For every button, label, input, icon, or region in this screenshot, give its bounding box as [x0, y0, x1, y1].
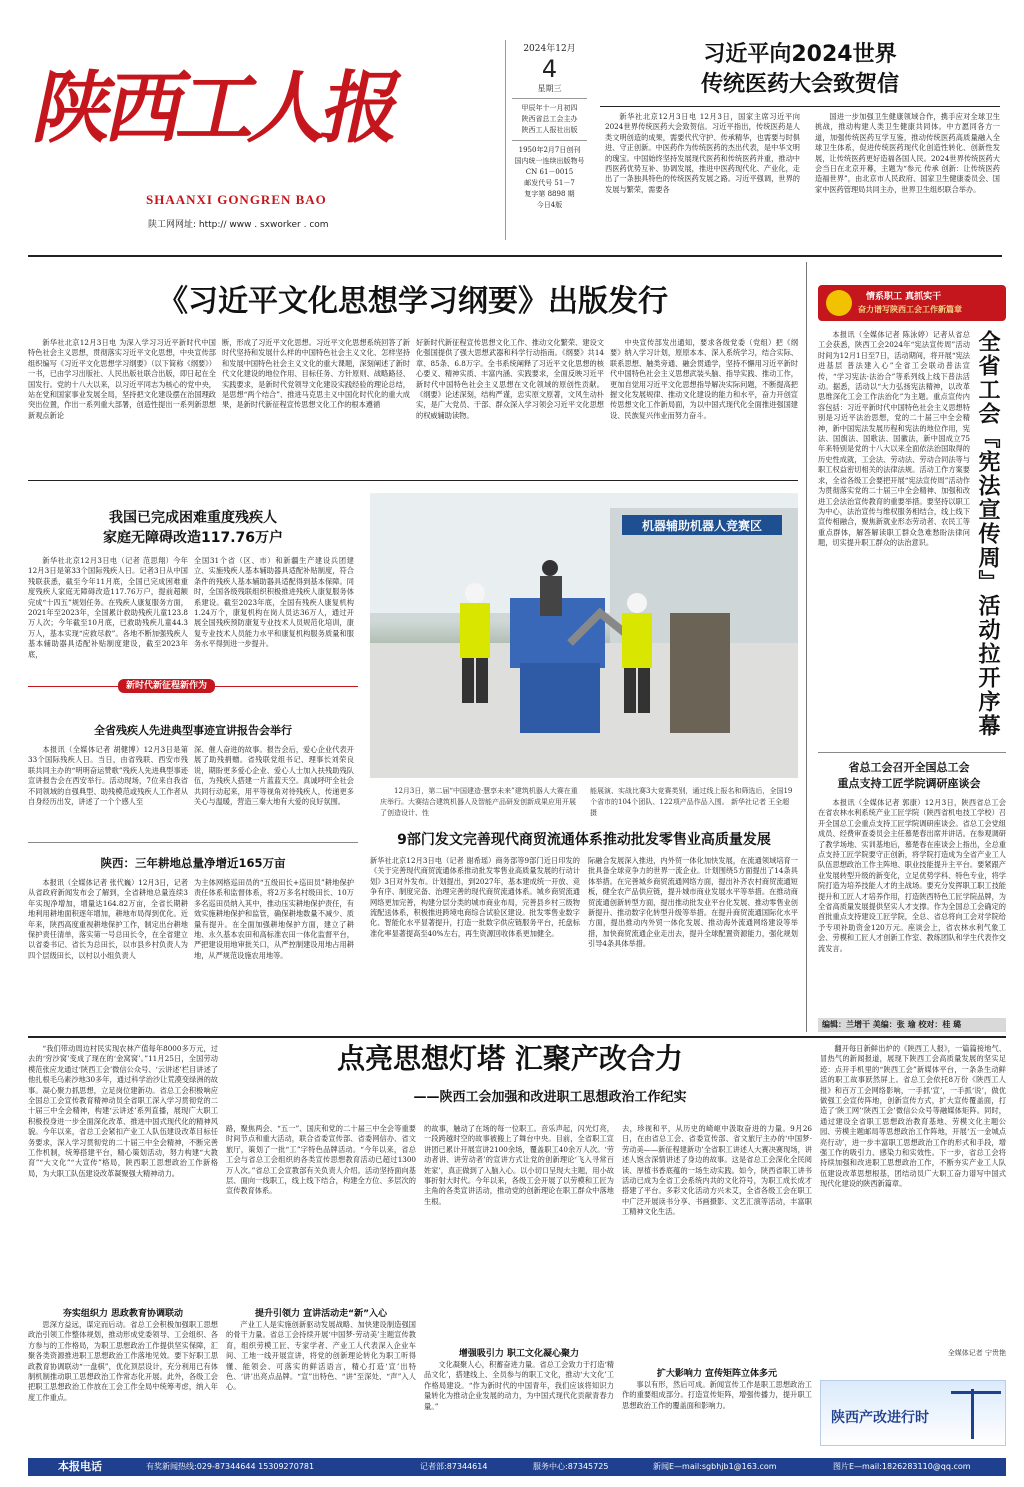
- lead-rule: [600, 106, 1000, 107]
- section-banner: [28, 681, 358, 700]
- footer-email[interactable]: 新闻E—mail:sgbhjb1@163.com: [653, 1462, 777, 1471]
- feature-left-col-2: 思深方益远，谋定而后动。省总工会积极加强职工思想政治引领工作整体规划，推动形成党委领导、工会组织、各方参与的工作格局，为职工思想政治工作提供坚实保障，汇聚各类资源推进职工思想政治工作落地见效。要下好职工思政教育协调联动“一盘棋”，优化顶层设计，充分利用已有体制机制推动职工思想政治工作常态化开展。此外，各级工会把职工思想政治工作放在工会工作全局中统筹考虑，纳入年度工作重点。: [28, 1320, 218, 1402]
- footer-service: 服务中心:87345725: [533, 1462, 609, 1471]
- page-count: 今日4版: [536, 201, 563, 209]
- disability-title: [28, 508, 358, 548]
- farmland-col-2: 为主体网格巡田员的“五级田长+巡田员”耕地保护责任体系和监督体系，将2万多名村级田长、10万多名巡田员纳入其中，推动压实耕地保护责任，有效实施耕地保护和监管，确保耕地数量不减少、质量有提升。在全面加强耕地保护方面，建立了耕地、永久基本农田和高标准农田一体化监督平台，严把建设用地审批关口，从严控制建设用地占用耕地，从严规范设施农用地等。: [194, 878, 354, 960]
- date-year-month: 2024年12月: [523, 44, 576, 54]
- lead-title-line1: 习近平向2024世界: [703, 42, 897, 67]
- union-badge: [818, 285, 1006, 321]
- lead-col-1: 新华社北京12月3日电 12月3日，国家主席习近平向2024世界传统医药大会致贺信。习近平指出，传统医药是人类文明创造的成果，需要代代守护、传承精华，也需要与时俱进、守正创新。中医药作为传统医药的杰出代表，是中华文明的瑰宝。中国始终坚持发展现代医药和传统医药并重，推动中西医药优势互补、协调发展，推进中医药现代化、产业化，走出了一条独具特色的传统医药发展之路。习近平强调，世界的发展与繁荣，需要各: [605, 112, 800, 194]
- masthead-rule: [28, 255, 1002, 257]
- union-emblem-icon: [826, 290, 852, 316]
- website-line: [148, 217, 329, 230]
- postal-code: 邮发代号 51－7: [524, 179, 575, 187]
- lead-col-2: 国进一步加强卫生健康领域合作，携手应对全球卫生挑战，推动构建人类卫生健康共同体。中方愿同各方一道，加强传统医药互学互鉴，推动传统医药高质量融入全球卫生体系，促进传统医药现代化创造性转化、创新性发展，让传统医药更好造福各国人民。2024世界传统医药大会当日在北京开幕，主题为“参元 传承 创新：让传统医药造福世界”，由北京市人民政府、国家卫生健康委员会、国家中医药管理局共同主办，世界卫生组织联合举办。: [815, 112, 1000, 194]
- trade-col-2: 际融合发展深入推进，内外贸一体化加快发展，在流通领域培育一批具备全球竞争力的世界一流企业。计划围绕5方面提出了14条具体举措。在完善城乡商贸流通网络方面，提出补齐农村商贸流通短板，健全农产品供应链，提升城市商业发展水平等举措。在推动商贸流通创新转型方面，提出推动批发业平台化发展、推动零售业创新提升、推动数字化转型升级等举措。在提升商贸流通国际化水平方面，提出推动内外贸一体化发展、推动海外流通网络建设等举措，加快商贸流通企业走出去，提升全球配置资源能力，强化规划引导4条具体举措。: [588, 856, 798, 949]
- constitution-week-title: 全省工会『宪法宣传周』活动拉开序幕: [975, 330, 1000, 738]
- feature-byline: 全媒体记者 宁贵艳: [947, 1349, 1006, 1357]
- advanced-col-2: 深、催人奋进的故事。报告会后，爱心企业代表开展了助残捐赠。省残联党组书记、理事长刘荣良说，期盼更多爱心企业、爱心人士加入扶残助残队伍，为残疾人搭建一片蓝蓝天空。真诚呼吁全社会共同行动起来，用平等视角对待残疾人，传递更多关心与温暖，营造三秦大地有大爱的良好氛围。: [194, 745, 354, 807]
- feature-right-col: 翻开每日新鲜出炉的《陕西工人报》，一篇篇接地气、冒热气的新闻报道，展现下陕西工会高质量发展的坚实足迹：点开手机里的“陕西工会”新媒体平台，一条条生动鲜活的职工故事跃然屏上。省总工会依托8万份《陕西工人报》和百万工会网络影响，一手抓‘宣’，一手抓‘说’，做优做强工会宣传阵地，创新宣传方式，扩大宣传覆盖面，打造了‘陕工网’‘陕西工会’微信公众号等融媒体矩阵。同时，通过建设全省职工思想政治教育基地、劳模文化主题公园、劳模主题邮局等思想政治工作阵地，开展‘五一金城点亮行动’，进一步丰富职工思想政治工作的形式和手段，增强工作的吸引力、感染力和实效性。下一步，省总工会将持续加强和改进职工思想政治工作，不断夯实产业工人队伍建设改革思想根基，团结动员广大职工奋力谱写中国式现代化建设的陕西新篇章。: [820, 1044, 1006, 1189]
- feature-col-b-2: 产业工人是实施创新驱动发展战略、加快建设制造强国的骨干力量。省总工会持续开展‘中国梦·劳动美’主题宣传教育，组织劳模工匠、专家学者、产业工人代表深入企业车间、工地一线开展宣讲，将党的创新理论转化为职工听得懂、能领会、可落实的鲜活语言，精心打造‘宣’出特色、‘讲’出亮点品牌。“宣”出特色、“讲”至深处、“声”入人心。: [226, 1320, 416, 1392]
- craftsman-body: 本报讯（全媒体记者 郭康）12月3日，陕西省总工会在省农林水利系统产业工匠学院（陕西省机电技工学校）召开全国总工会重点支持工匠学院调研座谈会。省总工会党组成员、经费审查委员会主任慕楚春出席并讲话。在参观调研了教学场地、实训基地后，慕楚春在座谈会上指出，全总重点支持工匠学院要守正创新，将学院打造成为全省产业工人队伍思想政治工作主阵地、职业技能提升主平台。要紧跟产业发展转型升级的新变化，立足优势学科、特色专业，将学院打造为培养技能人才的主战场。要充分发挥职工职工技能提升和工匠人才培养作用，打造陕西特色工匠学院品牌，为全省高质量发展提供坚实人才支撑。作为全国总工会确定的首批重点支持建设工匠学院，全总、省总将向工会对学院给予专项补助资金120万元。座谈会上，省农林水利气象工会、劳模和工匠人才创新工作室、教练团队和学生代表作交流发言。: [818, 798, 1006, 953]
- editor-credits: 编辑：兰增干 美编：张 瑜 校对：桂 璐: [818, 1018, 1006, 1032]
- feature-heading-b: 提升引领力 宣讲活动走“新”入心: [255, 1309, 387, 1319]
- cn-number: CN 61－0015: [525, 168, 574, 176]
- advanced-col-1: 本报讯（全媒体记者 胡健博）12月3日是第33个国际残疾人日。当日，由省残联、西安市残联共同主办的“明明奋运赞歌”残疾人先进典型事迹宣讲报告会在西安举行。活动现场，7位来自我省不同领域的自强典型、助残模范或残疾人工作者从自身经历出发，讲述了一个个感人至: [28, 745, 188, 807]
- craftsman-title-line2: 重点支持工匠学院调研座谈会: [837, 777, 981, 790]
- disability-title-line2: 家庭无障碍改造117.76万户: [102, 530, 284, 546]
- farmland-col-1: 本报讯（全媒体记者 张代巍）12月3日，记者从省政府新闻发布会了解到，全省耕地总量连续3年实现净增加，增量达164.82万亩，全省长期耕地利用耕地面积逐年增加，耕地布局得到优化。近年来，陕西高度重视耕地保护工作，制定出台耕地保护责任清单，落实第一号总田长令，在全省建立以省委书记、省长为总田长，以市县乡村负责人为四个层级田长，以村以小组负责人: [28, 878, 188, 960]
- disability-col-2: 全国31个省（区、市）和新疆生产建设兵团建立、实施残疾人基本辅助器具适配补贴制度，符合条件的残疾人基本辅助器具适配得到基本保障。同时，全国各级残联组织积极推进残疾人康复服务体系建设。截至2023年底，全国有残疾人康复机构1.24万个，康复机构在岗人员达36万人，通过开展全国残疾预防康复专业技术人员规范化培训，康复专业技术人员能力水平和康复机构服务质量和服务水平得到进一步提升。: [194, 556, 354, 649]
- weekday: 星期三: [537, 84, 562, 93]
- section-banner-label: 新时代新征程新作为: [118, 679, 215, 693]
- date-day: 4: [541, 55, 558, 83]
- headline-rule: [28, 480, 798, 481]
- headline-col-1: 新华社北京12月3日电 为深入学习习近平新时代中国特色社会主义思想，贯彻落实习近平文化思想，中央宣传部组织编写《习近平文化思想学习纲要》（以下简称《纲要》）一书，已由学习出版社、人民出版社联合出版，即日起在全国发行。党的十八大以来，以习近平同志为核心的党中央，站在党和国家事业发展全局，坚持把文化建设摆在治国理政突出位置，作出一系列重大部署，创造性提出一系列新思想新观点新论: [28, 338, 216, 420]
- website-label: 陕工网网址:: [148, 220, 197, 230]
- sponsor-1: 陕西省总工会主办: [521, 115, 578, 123]
- feature-title: 点亮思想灯塔 汇聚产改合力: [337, 1042, 683, 1075]
- promo-banner-text: 陕西产改进行时: [831, 1410, 929, 1426]
- headline-col-2: 断，形成了习近平文化思想。习近平文化思想系统回答了新时代坚持和发展什么样的中国特色社会主义文化、怎样坚持和发展中国特色社会主义文化的重大课题，深刻阐述了新时代文化建设的地位作用、目标任务、方针原则、战略路径、实践要求，是新时代党领导文化建设实践经验的理论总结，是思想“两个结合”、推进马克思主义中国化时代化的重大成果，是新时代新征程宣传思想文化工作的根本遵循: [222, 338, 410, 410]
- footer-label: 本报电话: [58, 1460, 102, 1473]
- feature-heading-a: 夯实组织力 思政教育协调联动: [62, 1309, 184, 1319]
- trade-title: 9部门发文完善现代商贸流通体系推动批发零售业高质量发展: [397, 832, 771, 848]
- photo-sign-text: 机器辅助机器人竞赛区: [641, 519, 763, 533]
- lead-title: [600, 40, 1000, 100]
- feature-subtitle: ——陕西工会加强和改进职工思想政治工作纪实: [413, 1090, 687, 1105]
- footer-bar: [28, 1458, 1006, 1476]
- headline-col-3: 好新时代新征程宣传思想文化工作、推动文化繁荣、建设文化强国提供了强大思想武器和科学行动指南。《纲要》共14章、85条、6.8万字。全书系统阐释了习近平文化思想的核心要义、精神实质、丰富内涵、实践要求，全面反映习近平新时代中国特色社会主义思想在文化领域的原创性贡献。《纲要》论述深刻，结构严谨，忠实原文原著，文风生动朴实，是广大党员、干部、群众深入学习领会习近平文化思想的权威辅助读物。: [416, 338, 604, 420]
- photo-caption-col-2: 能展演、实战比赛3大竞赛类别，通过线上报名和筛选后，全国19个省市的104个团队、122项产品作品入围。 新华社记者 王全超 摄: [590, 787, 793, 817]
- date-box: [505, 40, 593, 240]
- serial-label: 国内统一连续出版物号: [514, 157, 585, 165]
- footer-photo-email[interactable]: 图片E—mail:1826283110@qq.com: [833, 1462, 971, 1471]
- crane-arm-icon: [951, 1391, 1001, 1394]
- lunar-date: 甲辰年十一月初四: [521, 104, 578, 112]
- right-col-rule: [818, 752, 1006, 753]
- feature-col-d: 去，珍视和平，从历史的崎岖中汲取奋进的力量。9月26日，在由省总工会、省委宣传部、省文旅厅主办的‘中国梦·劳动美——新征程建新功’全省职工讲述人大赛决赛现场，讲述人饱含深情讲述了身边的故事。这是省总工会深化全民阅读、厚植书香底蕴的一场生动实践。如今，陕西省职工讲书活动已成为全省工会系统内共的文化符号，为职工成长成才搭建了平台。多彩文化活动方兴未艾，全省各级工会在职工中广泛开展读书分享、书画摄影、文艺汇演等活动，丰富职工精神文化生活。: [622, 1124, 812, 1217]
- feature-col-b: 路，聚焦两会、“五一”、国庆和党的二十届三中全会等重要时间节点和重大活动，联合省委宣传部、省委网信办、省文旅厅，策划了一批“工”字特色品牌活动。“今年以来，省总工会与省总工会组织的各类宣传思想教育活动已超过1300万人次。”省总工会宣教部有关负责人介绍。活动坚持面向基层、面向一线职工，线上线下结合，构建全方位、多层次的宣传教育体系。: [226, 1124, 416, 1196]
- founded: 1950年2月7日创刊: [518, 146, 581, 154]
- badge-line-2: 奋力谱写陕西工会工作新篇章: [858, 305, 962, 314]
- footer-hotline: 有奖新闻热线:029-87344644 15309270781: [146, 1462, 315, 1471]
- disability-title-line1: 我国已完成困难重度残疾人: [109, 510, 277, 526]
- news-photo: [370, 493, 798, 778]
- section-divider: [28, 1036, 1006, 1038]
- lead-title-line2: 传统医药大会致贺信: [700, 72, 899, 97]
- issue-number: 复字第 8898 期: [524, 190, 575, 198]
- crane-icon: [971, 1389, 974, 1439]
- promo-banner: [820, 1380, 1006, 1446]
- feature-heading-d: 扩大影响力 宣传矩阵立体多元: [656, 1369, 778, 1379]
- trade-col-1: 新华社北京12月3日电（记者 谢希瑶）商务部等9部门近日印发的《关于完善现代商贸流通体系推动批发零售业高质量发展的行动计划》3日对外发布。计划提出，到2027年，基本建成统一开放、竞争有序、制度完备、治理完善的现代商贸流通体系。城乡商贸流通网络更加完善，构建分层分类的城市商业布局，完善县乡村三级物流配送体系，积极推进跨境电商综合试验区建设。批发零售业数字化、智能化水平显著提升，打造一批数字供应链服务平台，托盘标准化率显著提高至40%左右，再生资源回收体系更加健全。: [370, 856, 580, 938]
- feature-col-d-2: 事以有形，然后可成。新闻宣传工作是职工思想政治工作的重要组成部分。打造宣传矩阵，增强传播力，提升职工思想政治工作的覆盖面和影响力。: [622, 1380, 812, 1410]
- advanced-title: 全省残疾人先进典型事迹宣讲报告会举行: [94, 724, 292, 737]
- headline-title: 《习近平文化思想学习纲要》出版发行: [158, 284, 668, 319]
- website-link[interactable]: http:// www . sxworker . com: [198, 220, 329, 230]
- headline-col-4: 中央宣传部发出通知，要求各级党委（党组）把《纲要》纳入学习计划，原原本本、深入系统学习，结合实际、联系思想、触类旁通、融会贯通学，坚持不懈用习近平新时代中国特色社会主义思想武装头脑、指导实践、推动工作，更加自觉用习近平文化思想指导解决实际问题，不断提高把握文化发展规律、推动文化建设的能力和水平，奋力开创宣传思想文化工作新局面，为以中国式现代化全面推进强国建设、民族复兴伟业而努力奋斗。: [610, 338, 798, 420]
- disability-col-1: 新华社北京12月3日电（记者 范思翔）今年12月3日是第33个国际残疾人日。记者3日从中国残联获悉，截至今年11月底，全国已完成困难重度残疾人家庭无障碍改造117.76万户，提前超额完成“十四五”规划任务。在残疾人康复服务方面，2021年至2023年，全国累计救助残疾儿童123.8万人次；今年截至10月底，已救助残疾儿童44.3万人，基本实现“应救尽救”。各地不断加强残疾人基本辅助器具适配补贴制度建设，截至2023年底，: [28, 556, 188, 659]
- farmland-title: 陕西：三年耕地总量净增近165万亩: [100, 856, 286, 870]
- masthead-logo: 陕西工人报: [26, 63, 406, 154]
- feature-col-c-2: 文化凝聚人心，积蓄奋进力量。省总工会致力于打造‘精品文化’，搭建线上、全员参与的职工文化，推动‘大文化’工作格局建设。“作为新时代的中国青年，我们应该将知识力量转化为推动企业发展的动力，为中国式现代化贡献青春力量。”: [424, 1360, 614, 1411]
- constitution-week-body: 本报讯（全媒体记者 陈泳婷）记者从省总工会获悉，陕西工会2024年“宪法宣传周”活动时间为12月1日至7日，活动期间，将开展“宪法进基层 普法建入心”全省工会联动普法宣传，“学习宪法·法治合”等系列线上线下普法活动。据悉，活动以“大力弘扬宪法精神，以改革思维深化工会工作法治化”为主题。重点宣传内容包括：习近平新时代中国特色社会主义思想特别是习近平法治思想，党的二十届三中全会精神，新中国宪法发展历程和宪法的地位作用，宪法、国旗法、国歌法、国徽法，新中国成立75年来特别是党的十八大以来全面依法治国取得的历史性成就，工会法、劳动法、劳动合同法等与职工权益密切相关的法律法规。活动工作方案要求，全省各级工会要把开展“宪法宣传周”活动作为贯彻落实党的二十届三中全会精神、加强和改进工会法治宣传教育的重要举措。要坚持以职工为中心，法治宣传与维权服务相结合，线上线下宣传相融合，聚焦新就业形态劳动者、农民工等重点群体，解答解读职工群众急难愁盼法律问题，切实提升职工群众的法治意识。: [818, 330, 970, 548]
- photo-caption-col-1: 12月3日，第二届“中国建造·慧享未来”建筑机器人大赛在重庆举行。大赛结合建筑机器人及智能产品研发创新成果应用开展了创造设计、性: [380, 787, 578, 817]
- masthead: [28, 40, 508, 275]
- masthead-pinyin: SHAANXI GONGREN BAO: [146, 192, 327, 207]
- right-col-divider: [806, 262, 807, 1032]
- photo-illustration: [370, 493, 798, 778]
- feature-col-c: 的故事，触动了在场的每一位职工。音乐声起，闪光灯亮，一段跨越时空的故事被搬上了舞台中央。目前，全省职工宣讲团已累计开展宣讲2100余场，覆盖职工40余万人次。‘劳动者讲、讲劳动者’的宣讲方式让党的创新理论‘飞入寻常百姓家’，真正做到了入脑入心。以小切口呈现大主题，用小故事折射大时代。今年以来，各级工会开展了以劳模和工匠为主角的各类宣讲活动，推动党的创新理论在职工群众中落地生根。: [424, 1124, 614, 1206]
- feature-left-col: “我们带动周边村民实现农林产值每年8000多万元，过去的‘穷沙窝’变成了现在的‘金窝窝’。”11月25日，全国劳动模范张应龙通过‘陕西工会’微信公众号、‘云讲述’栏目讲述了他扎根毛乌素沙地30多年，通过科学治沙让荒漠变绿洲的故事。凝心聚力抓思想，立足岗位建新功。省总工会积极响应全国总工会宣传教育精神动员全省职工深入学习贯彻党的二十届三中全会精神，构建‘云讲述’系列直播，展现广大职工积极投身进一步全面深化改革、推进中国式现代化的精神风貌。今年以来，省总工会紧扣产业工人队伍建设改革目标任务要求，深入学习贯彻党的二十届三中全会精神，不断完善工作机制，统筹搭建平台，精心策划活动，努力构建“大教育”“大文化”“大宣传”格局，陕西职工思想政治工作新格局，为大职工队伍建设改革凝聚强大精神动力。: [28, 1044, 218, 1178]
- sponsor-2: 陕西工人报社出版: [521, 126, 578, 134]
- feature-heading-c: 增强吸引力 职工文化凝心聚力: [458, 1349, 580, 1359]
- badge-line-1: 情系职工 真抓实干: [866, 292, 942, 302]
- craftsman-title: [812, 760, 1006, 792]
- advanced-rule: [28, 842, 358, 843]
- footer-reporter: 记者部:87344614: [420, 1462, 488, 1471]
- craftsman-title-line1: 省总工会召开全国总工会: [848, 761, 970, 774]
